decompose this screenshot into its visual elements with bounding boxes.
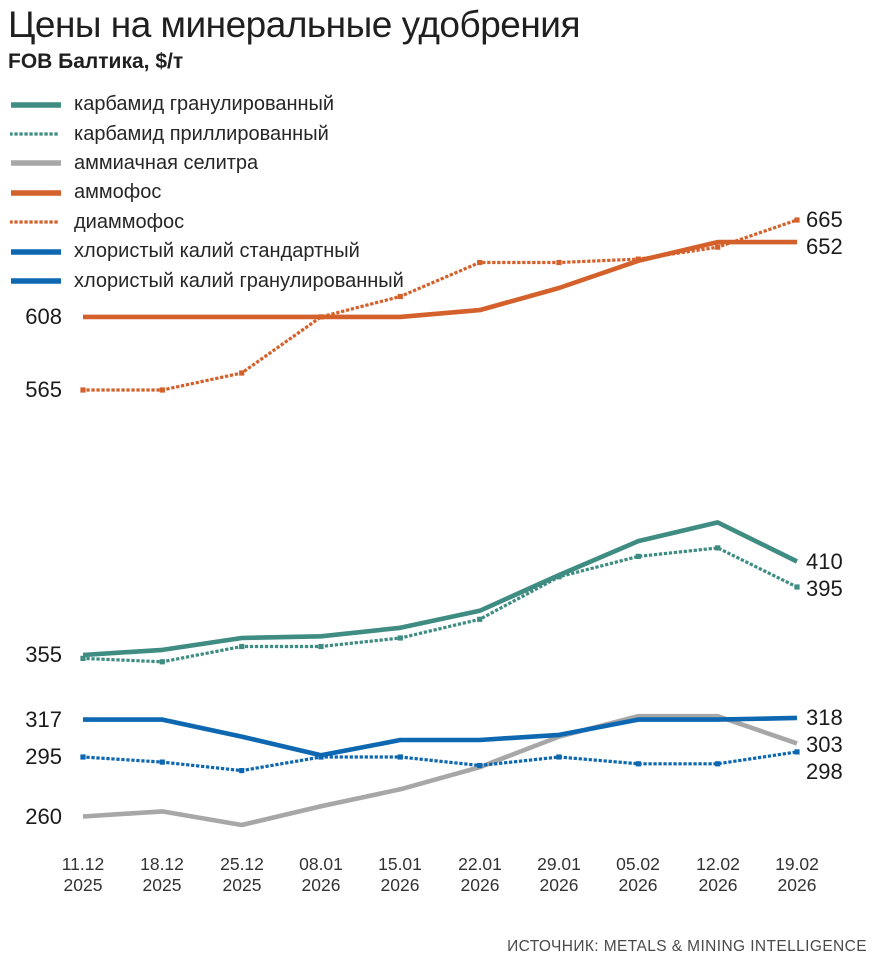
series-point-marker [636, 761, 641, 766]
chart-title: Цены на минеральные удобрения [8, 4, 580, 45]
x-axis [0, 850, 873, 900]
legend-label: карбамид гранулированный [74, 93, 335, 116]
x-axis-year: 2025 [222, 875, 262, 895]
legend-swatch-icon [10, 217, 62, 227]
end-value-label: 395 [806, 576, 843, 601]
legend-label: хлористый калий гранулированный [74, 269, 404, 292]
x-axis-date: 08.01 [299, 854, 343, 874]
legend-item [10, 208, 404, 237]
series-point-marker [80, 656, 85, 661]
end-value-label: 298 [806, 759, 843, 784]
series-point-marker [318, 754, 323, 759]
series-point-marker [477, 617, 482, 622]
series-point-marker [794, 584, 799, 589]
end-value-label: 665 [806, 207, 843, 232]
start-value-label: 608 [25, 304, 62, 329]
legend-label: хлористый калий стандартный [74, 240, 360, 263]
x-axis-year: 2026 [301, 875, 341, 895]
x-axis-date: 19.02 [775, 854, 819, 874]
legend-label: аммиачная селитра [74, 151, 259, 174]
series-line [83, 522, 797, 655]
x-axis-label [299, 854, 343, 896]
legend-swatch-icon [10, 129, 62, 139]
legend-label: диаммофос [74, 210, 185, 233]
series-point-marker [715, 245, 720, 250]
x-axis-date: 12.02 [696, 854, 740, 874]
legend-label: аммофос [74, 181, 162, 204]
series-point-marker [556, 260, 561, 265]
x-axis-label [378, 854, 422, 896]
series-point-marker [80, 387, 85, 392]
x-axis-date: 15.01 [378, 854, 422, 874]
x-axis-date: 05.02 [616, 854, 660, 874]
series-point-marker [160, 387, 165, 392]
legend-label: карбамид приллированный [74, 122, 329, 145]
x-axis-year: 2025 [63, 875, 103, 895]
series-point-marker [556, 754, 561, 759]
legend-item [10, 119, 404, 148]
series-line [83, 718, 797, 755]
x-axis-date: 18.12 [140, 854, 184, 874]
legend-swatch-icon [10, 276, 62, 286]
x-axis-date: 11.12 [61, 854, 105, 874]
x-axis-label [537, 854, 581, 896]
x-axis-label [62, 854, 105, 896]
x-axis-label [616, 854, 660, 896]
x-axis-date: 29.01 [537, 854, 581, 874]
legend-swatch-icon [10, 188, 62, 198]
end-value-label: 303 [806, 732, 843, 757]
series-point-marker [239, 644, 244, 649]
series-point-marker [160, 760, 165, 765]
series-line-dotted [83, 752, 797, 771]
x-axis-year: 2026 [618, 875, 658, 895]
x-axis-year: 2025 [142, 875, 182, 895]
legend-swatch-icon [10, 158, 62, 168]
end-value-label: 318 [806, 705, 843, 730]
x-axis-label [220, 854, 264, 896]
x-axis-year: 2026 [539, 875, 579, 895]
x-axis-label [775, 854, 819, 896]
source-note: ИСТОЧНИК: METALS & MINING INTELLIGENCE [507, 938, 867, 955]
series-point-marker [398, 635, 403, 640]
start-value-label: 260 [25, 804, 62, 829]
legend-item [10, 90, 404, 119]
legend-item [10, 266, 404, 295]
end-value-label: 652 [806, 234, 843, 259]
start-value-label: 355 [25, 642, 62, 667]
x-axis-date: 25.12 [220, 854, 264, 874]
legend-item [10, 178, 404, 207]
series-point-marker [398, 754, 403, 759]
series-point-marker [318, 314, 323, 319]
series-point-marker [556, 574, 561, 579]
series-point-marker [318, 644, 323, 649]
legend-item [10, 149, 404, 178]
x-axis-label [458, 854, 502, 896]
series-point-marker [794, 749, 799, 754]
series-point-marker [477, 763, 482, 768]
x-axis-label [696, 854, 740, 896]
series-point-marker [715, 761, 720, 766]
x-axis-label [140, 854, 184, 896]
end-value-label: 410 [806, 549, 843, 574]
series-point-marker [636, 257, 641, 262]
series-point-marker [80, 754, 85, 759]
legend-swatch-icon [10, 100, 62, 110]
start-value-label: 565 [25, 377, 62, 402]
start-value-label: 295 [25, 744, 62, 769]
series-line [83, 716, 797, 825]
series-point-marker [794, 217, 799, 222]
series-point-marker [160, 659, 165, 664]
x-axis-year: 2026 [380, 875, 420, 895]
legend-swatch-icon [10, 247, 62, 257]
series-point-marker [715, 545, 720, 550]
chart-subtitle: FOB Балтика, $/т [8, 50, 184, 73]
legend [10, 90, 404, 296]
series-line-dotted [83, 548, 797, 662]
x-axis-year: 2026 [777, 875, 817, 895]
x-axis-date: 22.01 [458, 854, 502, 874]
series-point-marker [239, 370, 244, 375]
series-point-marker [239, 768, 244, 773]
x-axis-year: 2026 [698, 875, 738, 895]
x-axis-year: 2026 [460, 875, 500, 895]
series-point-marker [477, 260, 482, 265]
start-value-label: 317 [25, 707, 62, 732]
series-point-marker [636, 554, 641, 559]
legend-item [10, 237, 404, 266]
